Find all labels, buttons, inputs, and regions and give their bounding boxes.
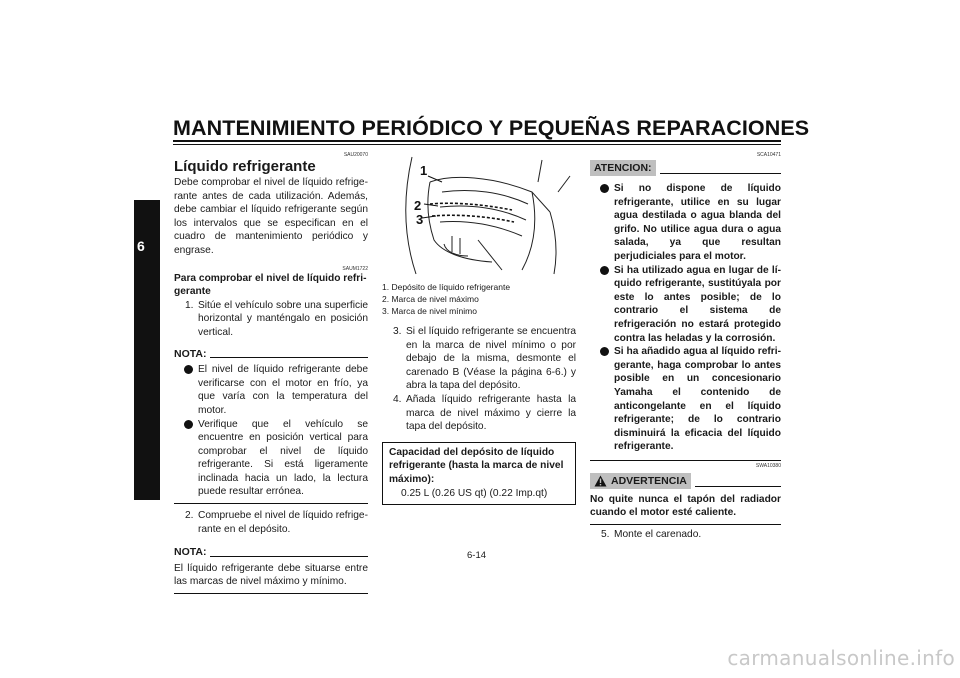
header-rule	[173, 140, 781, 142]
intro-paragraph: Debe comprobar el nivel de líquido refrigerante antes de cada utilización. Además, debe cambiar el líquido refrigerante según los intervalos que se especifican en el cuadro de mantenimiento periódico y engrase.	[174, 177, 368, 256]
warning-triangle-icon	[594, 475, 607, 487]
caution-end-rule	[590, 460, 781, 461]
step-text: Si el líquido refrigerante se encuentra en la marca de nivel mínimo o por debajo de la misma, desmonte el carenado B (Véase la página 6-6.) y abra la tapa del depósito.	[406, 326, 576, 392]
bullet-icon	[184, 420, 193, 429]
nota-label: NOTA:	[174, 546, 207, 559]
caution-badge: ATENCION:	[590, 160, 656, 176]
warning-text: No quite nunca el tapón del radiador cuando el motor esté caliente.	[590, 493, 781, 519]
callout-3: 3	[416, 212, 424, 227]
chapter-number: 6	[137, 238, 145, 254]
step-number: 3.	[393, 326, 402, 337]
nota-end-rule	[174, 503, 368, 504]
nota-bullet	[174, 363, 368, 417]
coolant-reservoir-illustration	[382, 152, 578, 276]
warning-badge	[590, 473, 691, 489]
caution-code: SCA10471	[756, 152, 781, 158]
figure-caption-1: 1. Depósito de líquido refrigerante	[382, 282, 511, 292]
column-right	[590, 152, 781, 542]
nota-end-rule	[174, 593, 368, 594]
column-middle	[382, 281, 576, 505]
capacity-spec-title: Capacidad del depósito de líquido refrigerante (hasta la marca de nivel máximo):	[389, 446, 564, 485]
section-code: SAU20070	[343, 152, 368, 158]
caution-bullet	[590, 345, 781, 454]
warning-end-rule	[590, 524, 781, 525]
bullet-text: Verifique que el vehículo se encuentre en posición vertical para comprobar el nivel de líquido refrigerante. Si está ligeramente inclinada hacia un lado, la lectura puede resultar errónea.	[198, 418, 368, 498]
page-title: MANTENIMIENTO PERIÓDICO Y PEQUEÑAS REPARACIONES	[173, 116, 810, 140]
callout-2: 2	[414, 198, 422, 213]
header-rule-thin	[173, 144, 781, 145]
step-text: Añada líquido refrigerante hasta la marca de nivel máximo y cierre la tapa del depósito.	[406, 393, 576, 433]
subsection-code: SAUM1722	[342, 265, 368, 272]
step-text: Compruebe el nivel de líquido refrigerante en el depósito.	[198, 510, 368, 535]
step-4	[382, 393, 576, 434]
step-number: 2.	[185, 510, 194, 522]
nota-text: El líquido refrigerante debe situarse entre las marcas de nivel máximo y mínimo.	[174, 562, 368, 588]
step-number: 1.	[185, 299, 194, 311]
figure-caption-2: 2. Marca de nivel máximo	[382, 294, 479, 304]
bullet-icon	[184, 365, 193, 374]
bullet-text: Si no dispone de líquido refrigerante, utilice en su lugar agua destilada o agua blanda del grifo. No utilice agua dura o agua salada, ya que resultan perjudiciales para el motor.	[614, 183, 781, 262]
nota-bullet	[174, 418, 368, 500]
step-1	[174, 299, 368, 340]
warning-heading	[590, 473, 781, 489]
caution-bullet	[590, 264, 781, 346]
step-text: Monte el carenado.	[614, 529, 702, 541]
step-number: 4.	[393, 393, 402, 405]
page-number: 6-14	[467, 550, 487, 561]
bullet-icon	[600, 266, 609, 275]
step-3	[382, 325, 576, 393]
step-text: Sitúe el vehículo sobre una superficie horizontal y manténgalo en posición vertical.	[198, 299, 368, 338]
capacity-spec-value: 0.25 L (0.26 US qt) (0.22 Imp.qt)	[401, 487, 548, 499]
caution-bullet	[590, 182, 781, 264]
callout-1: 1	[420, 163, 428, 178]
step-2	[174, 509, 368, 536]
warning-label: ADVERTENCIA	[611, 474, 687, 487]
bullet-text: Si ha utilizado agua en lugar de líquido refrigerante, sustitúyala por este lo antes posible; de lo contrario el sistema de refrigeración no estará protegido contra las heladas y la corrosión.	[614, 264, 781, 344]
bullet-icon	[600, 184, 609, 193]
watermark: carmanualsonline.info	[727, 646, 955, 670]
nota-heading	[174, 546, 368, 560]
step-number: 5.	[601, 529, 610, 541]
caution-heading	[590, 160, 781, 176]
bullet-text: Si ha añadido agua al líquido refrigerante, haga comprobar lo antes posible en un concesionario Yamaha el contenido de anticongelante en el líquido refrigerante; de lo contrario disminuirá la eficacia del líquido refrigerante.	[614, 346, 781, 453]
step-5	[590, 528, 781, 542]
figure-caption-3: 3. Marca de nivel mínimo	[382, 306, 477, 316]
warning-code: SWA10380	[755, 462, 781, 469]
bullet-icon	[600, 347, 609, 356]
nota-heading	[174, 348, 368, 362]
capacity-spec-box	[382, 442, 576, 505]
subsection-title: Para comprobar el nivel de líquido refrigerante	[174, 272, 367, 298]
section-title: Líquido refrigerante	[174, 158, 316, 175]
column-left	[174, 152, 368, 594]
nota-label: NOTA:	[174, 347, 207, 360]
bullet-text: El nivel de líquido refrigerante debe verificarse con el motor en frío, ya que varía con la temperatura del motor.	[198, 364, 368, 416]
